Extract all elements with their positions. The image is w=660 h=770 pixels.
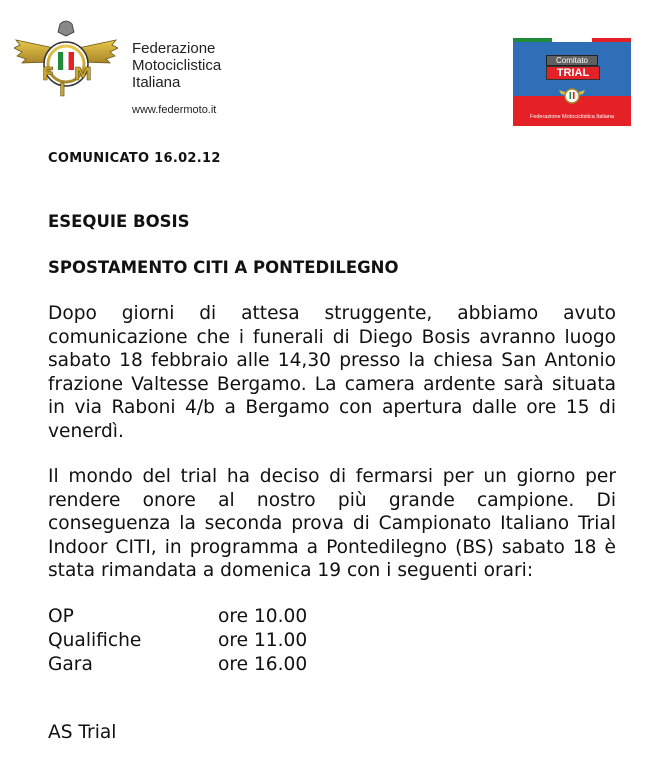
schedule-list [48, 605, 307, 677]
schedule-row [48, 629, 307, 653]
schedule-label: Gara [48, 654, 93, 675]
schedule-time: ore 16.00 [218, 654, 308, 675]
comitato-label: Comitato [546, 55, 598, 66]
svg-text:I: I [59, 80, 66, 100]
schedule-row [48, 605, 307, 629]
signature: AS Trial [48, 722, 117, 743]
fmi-logo [14, 18, 118, 100]
federation-name-line: Federazione [132, 40, 216, 57]
federation-name-line: Italiana [132, 74, 181, 91]
trial-logo-footer: Federazione Motociclistica Italiana [529, 114, 615, 120]
schedule-label: OP [48, 606, 74, 627]
trial-label: TRIAL [546, 66, 600, 80]
mini-fmi-emblem-icon [559, 83, 585, 107]
comunicato-date: COMUNICATO 16.02.12 [48, 151, 221, 166]
flag-white [552, 38, 591, 42]
paragraph-funeral: Dopo giorni di attesa struggente, abbiamo avuto comunicazione che i funerali di Diego Bosis avranno luogo sabato 18 febbraio alle 14,30 presso la chiesa San Antonio frazione Valtesse Bergamo. La camera ardente sarà situata in via Raboni 4/b a Bergamo con apertura dalle ore 15 di venerdì. [48, 303, 616, 442]
svg-text:F: F [42, 64, 55, 85]
federation-name-line: Motociclistica [132, 57, 222, 74]
svg-text:M: M [74, 64, 92, 85]
comitato-trial-logo [513, 38, 631, 126]
federation-name [132, 40, 221, 91]
schedule-time: ore 10.00 [218, 606, 308, 627]
schedule-row [48, 653, 307, 677]
flag-red [592, 38, 631, 42]
schedule-time: ore 11.00 [218, 630, 308, 651]
heading-esequie: ESEQUIE BOSIS [48, 212, 190, 231]
schedule-label: Qualifiche [48, 630, 142, 651]
flag-green [513, 38, 552, 42]
website-url: www.federmoto.it [132, 104, 217, 116]
paragraph-postponement: Il mondo del trial ha deciso di fermarsi per un giorno per rendere onore al nostro più grande campione. Di conseguenza la seconda prova di Campionato Italiano Trial Indoor CITI, in programma a Pontedilegno (BS) sabato 18 è stata rimandata a domenica 19 con i seguenti orari: [48, 466, 616, 581]
heading-spostamento: SPOSTAMENTO CITI A PONTEDILEGNO [48, 258, 399, 277]
